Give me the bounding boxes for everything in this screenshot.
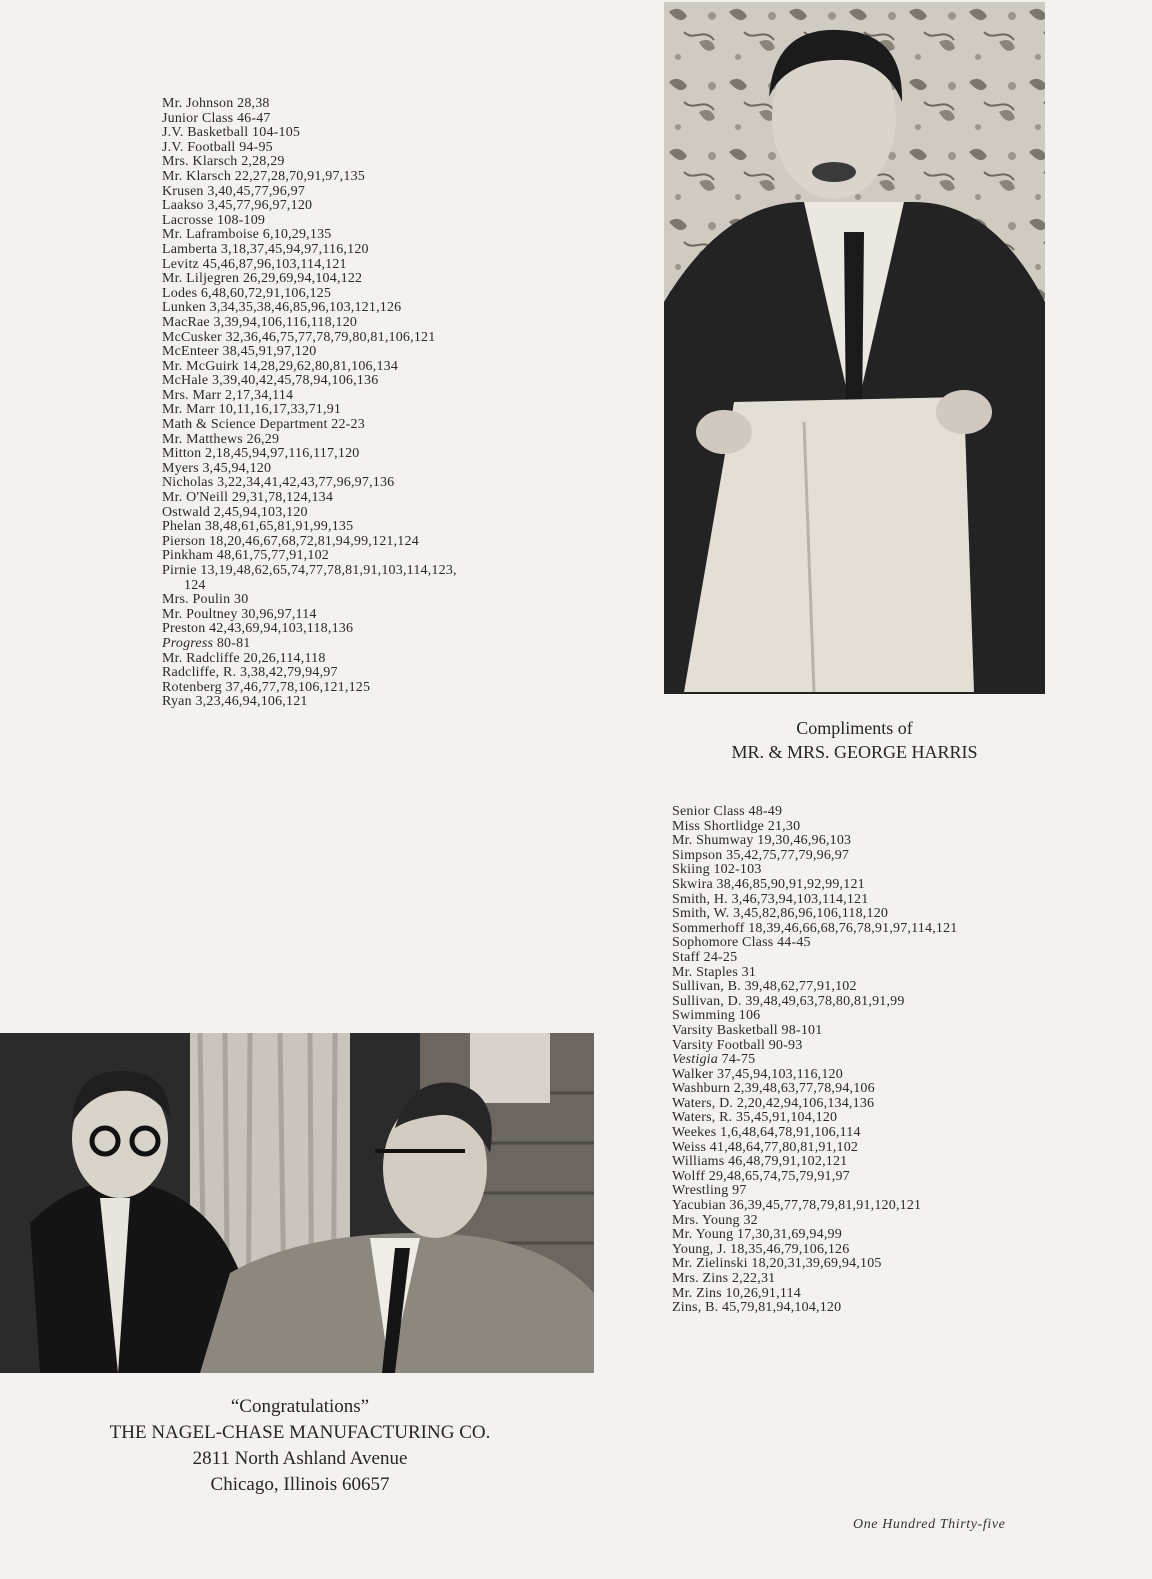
ad-harris-line2: MR. & MRS. GEORGE HARRIS [731, 742, 978, 762]
index-entry: 124 [184, 577, 206, 593]
index-entry: Sophomore Class 44-45 [672, 935, 811, 951]
index-entry: Levitz 45,46,87,96,103,114,121 [162, 256, 347, 272]
index-entry-pages: 74-75 [717, 1052, 756, 1068]
index-entry: Mr. Young 17,30,31,69,94,99 [672, 1227, 842, 1243]
index-entry: Walker 37,45,94,103,116,120 [672, 1066, 843, 1082]
index-entry [672, 1053, 958, 1068]
index-entry: Nicholas 3,22,34,41,42,43,77,96,97,136 [162, 475, 395, 491]
index-entry: Junior Class 46-47 [162, 110, 271, 126]
index-entry: Mr. McGuirk 14,28,29,62,80,81,106,134 [162, 358, 399, 374]
index-entry: Zins, B. 45,79,81,94,104,120 [672, 1300, 842, 1316]
index-entry: Young, J. 18,35,46,79,106,126 [672, 1241, 850, 1257]
index-entry: Mr. O'Neill 29,31,78,124,134 [162, 490, 334, 506]
index-entry: Senior Class 48-49 [672, 804, 783, 819]
index-entry: Preston 42,43,69,94,103,118,136 [162, 621, 354, 637]
index-entry: Weekes 1,6,48,64,78,91,106,114 [672, 1125, 861, 1141]
index-entry: Mr. Radcliffe 20,26,114,118 [162, 650, 326, 666]
index-entry: Simpson 35,42,75,77,79,96,97 [672, 847, 850, 863]
ad-harris-line1: Compliments of [796, 718, 913, 738]
index-entry: Myers 3,45,94,120 [162, 460, 272, 476]
index-entry [162, 637, 457, 652]
index-entry: Staff 24-25 [672, 949, 738, 965]
index-entry: Laakso 3,45,77,96,97,120 [162, 198, 313, 214]
index-entry: Miss Shortlidge 21,30 [672, 818, 801, 834]
index-entry: Math & Science Department 22-23 [162, 417, 365, 433]
index-entry: J.V. Football 94-95 [162, 139, 273, 155]
index-entry: Radcliffe, R. 3,38,42,79,94,97 [162, 665, 338, 681]
photo-student-holding-pants [664, 2, 1045, 694]
index-entry: Mrs. Zins 2,22,31 [672, 1271, 776, 1286]
index-entry: Mr. Laframboise 6,10,29,135 [162, 227, 332, 243]
photo-two-men [0, 1033, 594, 1373]
index-entry: Williams 46,48,79,91,102,121 [672, 1154, 848, 1170]
index-entry: Mr. Poultney 30,96,97,114 [162, 606, 317, 622]
index-list-right [672, 805, 958, 1316]
ad-nagel-line2: THE NAGEL-CHASE MANUFACTURING CO. [109, 1422, 491, 1443]
index-entry: J.V. Basketball 104-105 [162, 125, 301, 141]
index-entry: Pierson 18,20,46,67,68,72,81,94,99,121,124 [162, 533, 419, 549]
index-entry: Ryan 3,23,46,94,106,121 [162, 694, 308, 710]
index-entry: Skwira 38,46,85,90,91,92,99,121 [672, 876, 865, 892]
index-entry: Wolff 29,48,65,74,75,79,91,97 [672, 1168, 850, 1184]
index-entry: Lamberta 3,18,37,45,94,97,116,120 [162, 241, 369, 257]
index-entry: Waters, D. 2,20,42,94,106,134,136 [672, 1095, 875, 1111]
index-entry: McCusker 32,36,46,75,77,78,79,80,81,106,121 [162, 329, 436, 345]
index-entry: Mr. Klarsch 22,27,28,70,91,97,135 [162, 168, 365, 184]
page-number: One Hundred Thirty-five [853, 1517, 1006, 1532]
ad-nagel-line4: Chicago, Illinois 60657 [210, 1474, 390, 1495]
index-entry: Mrs. Marr 2,17,34,114 [162, 387, 294, 403]
index-entry: Weiss 41,48,64,77,80,81,91,102 [672, 1139, 859, 1155]
index-entry: MacRae 3,39,94,106,116,118,120 [162, 314, 358, 330]
index-entry: Mrs. Young 32 [672, 1212, 758, 1228]
index-entry: Pinkham 48,61,75,77,91,102 [162, 548, 329, 564]
index-entry: Wrestling 97 [672, 1183, 747, 1199]
index-entry: Sullivan, B. 39,48,62,77,91,102 [672, 979, 857, 995]
index-entry: Mr. Staples 31 [672, 964, 757, 980]
index-entry: Lacrosse 108-109 [162, 212, 266, 228]
index-entry: Mrs. Poulin 30 [162, 592, 249, 608]
index-entry: McEnteer 38,45,91,97,120 [162, 344, 317, 360]
index-entry: Swimming 106 [672, 1008, 761, 1024]
index-entry: Smith, H. 3,46,73,94,103,114,121 [672, 891, 869, 907]
ad-nagel-line1: “Congratulations” [230, 1396, 370, 1417]
index-entry: Mr. Liljegren 26,29,69,94,104,122 [162, 271, 363, 287]
index-entry: Varsity Basketball 98-101 [672, 1022, 823, 1038]
ad-harris [664, 716, 1045, 764]
index-entry: Yacubian 36,39,45,77,78,79,81,91,120,121 [672, 1198, 922, 1214]
index-entry: Rotenberg 37,46,77,78,106,121,125 [162, 679, 371, 695]
index-entry: Washburn 2,39,48,63,77,78,94,106 [672, 1081, 875, 1097]
index-entry: Smith, W. 3,45,82,86,96,106,118,120 [672, 906, 889, 922]
index-entry: Sullivan, D. 39,48,49,63,78,80,81,91,99 [672, 993, 905, 1009]
ad-nagel-chase [40, 1394, 560, 1498]
index-entry: Mr. Zielinski 18,20,31,39,69,94,105 [672, 1256, 882, 1272]
index-entry: Sommerhoff 18,39,46,66,68,76,78,91,97,114,121 [672, 920, 958, 936]
index-entry: Mr. Matthews 26,29 [162, 431, 280, 447]
index-entry: Lunken 3,34,35,38,46,85,96,103,121,126 [162, 300, 402, 316]
index-entry: Skiing 102-103 [672, 862, 762, 878]
index-entry: Mr. Marr 10,11,16,17,33,71,91 [162, 402, 342, 418]
index-entry: Ostwald 2,45,94,103,120 [162, 504, 308, 520]
ad-nagel-line3: 2811 North Ashland Avenue [192, 1448, 408, 1469]
index-entry: Varsity Football 90-93 [672, 1037, 803, 1053]
index-entry: Krusen 3,40,45,77,96,97 [162, 183, 306, 199]
index-entry: Mr. Shumway 19,30,46,96,103 [672, 833, 852, 849]
index-entry-title: Vestigia [672, 1052, 718, 1068]
index-entry: Mrs. Klarsch 2,28,29 [162, 154, 285, 170]
index-entry: Lodes 6,48,60,72,91,106,125 [162, 285, 332, 301]
index-entry-pages: 80-81 [213, 635, 251, 651]
index-entry: Mr. Zins 10,26,91,114 [672, 1285, 801, 1301]
index-entry: Phelan 38,48,61,65,81,91,99,135 [162, 519, 354, 535]
index-entry: McHale 3,39,40,42,45,78,94,106,136 [162, 373, 379, 389]
index-entry: Waters, R. 35,45,91,104,120 [672, 1110, 838, 1126]
index-entry: Mitton 2,18,45,94,97,116,117,120 [162, 446, 360, 462]
index-list-left [162, 97, 457, 710]
index-entry: Pirnie 13,19,48,62,65,74,77,78,81,91,103,114,123, [162, 563, 457, 578]
index-entry-title: Progress [162, 635, 214, 651]
index-entry: Mr. Johnson 28,38 [162, 96, 270, 111]
